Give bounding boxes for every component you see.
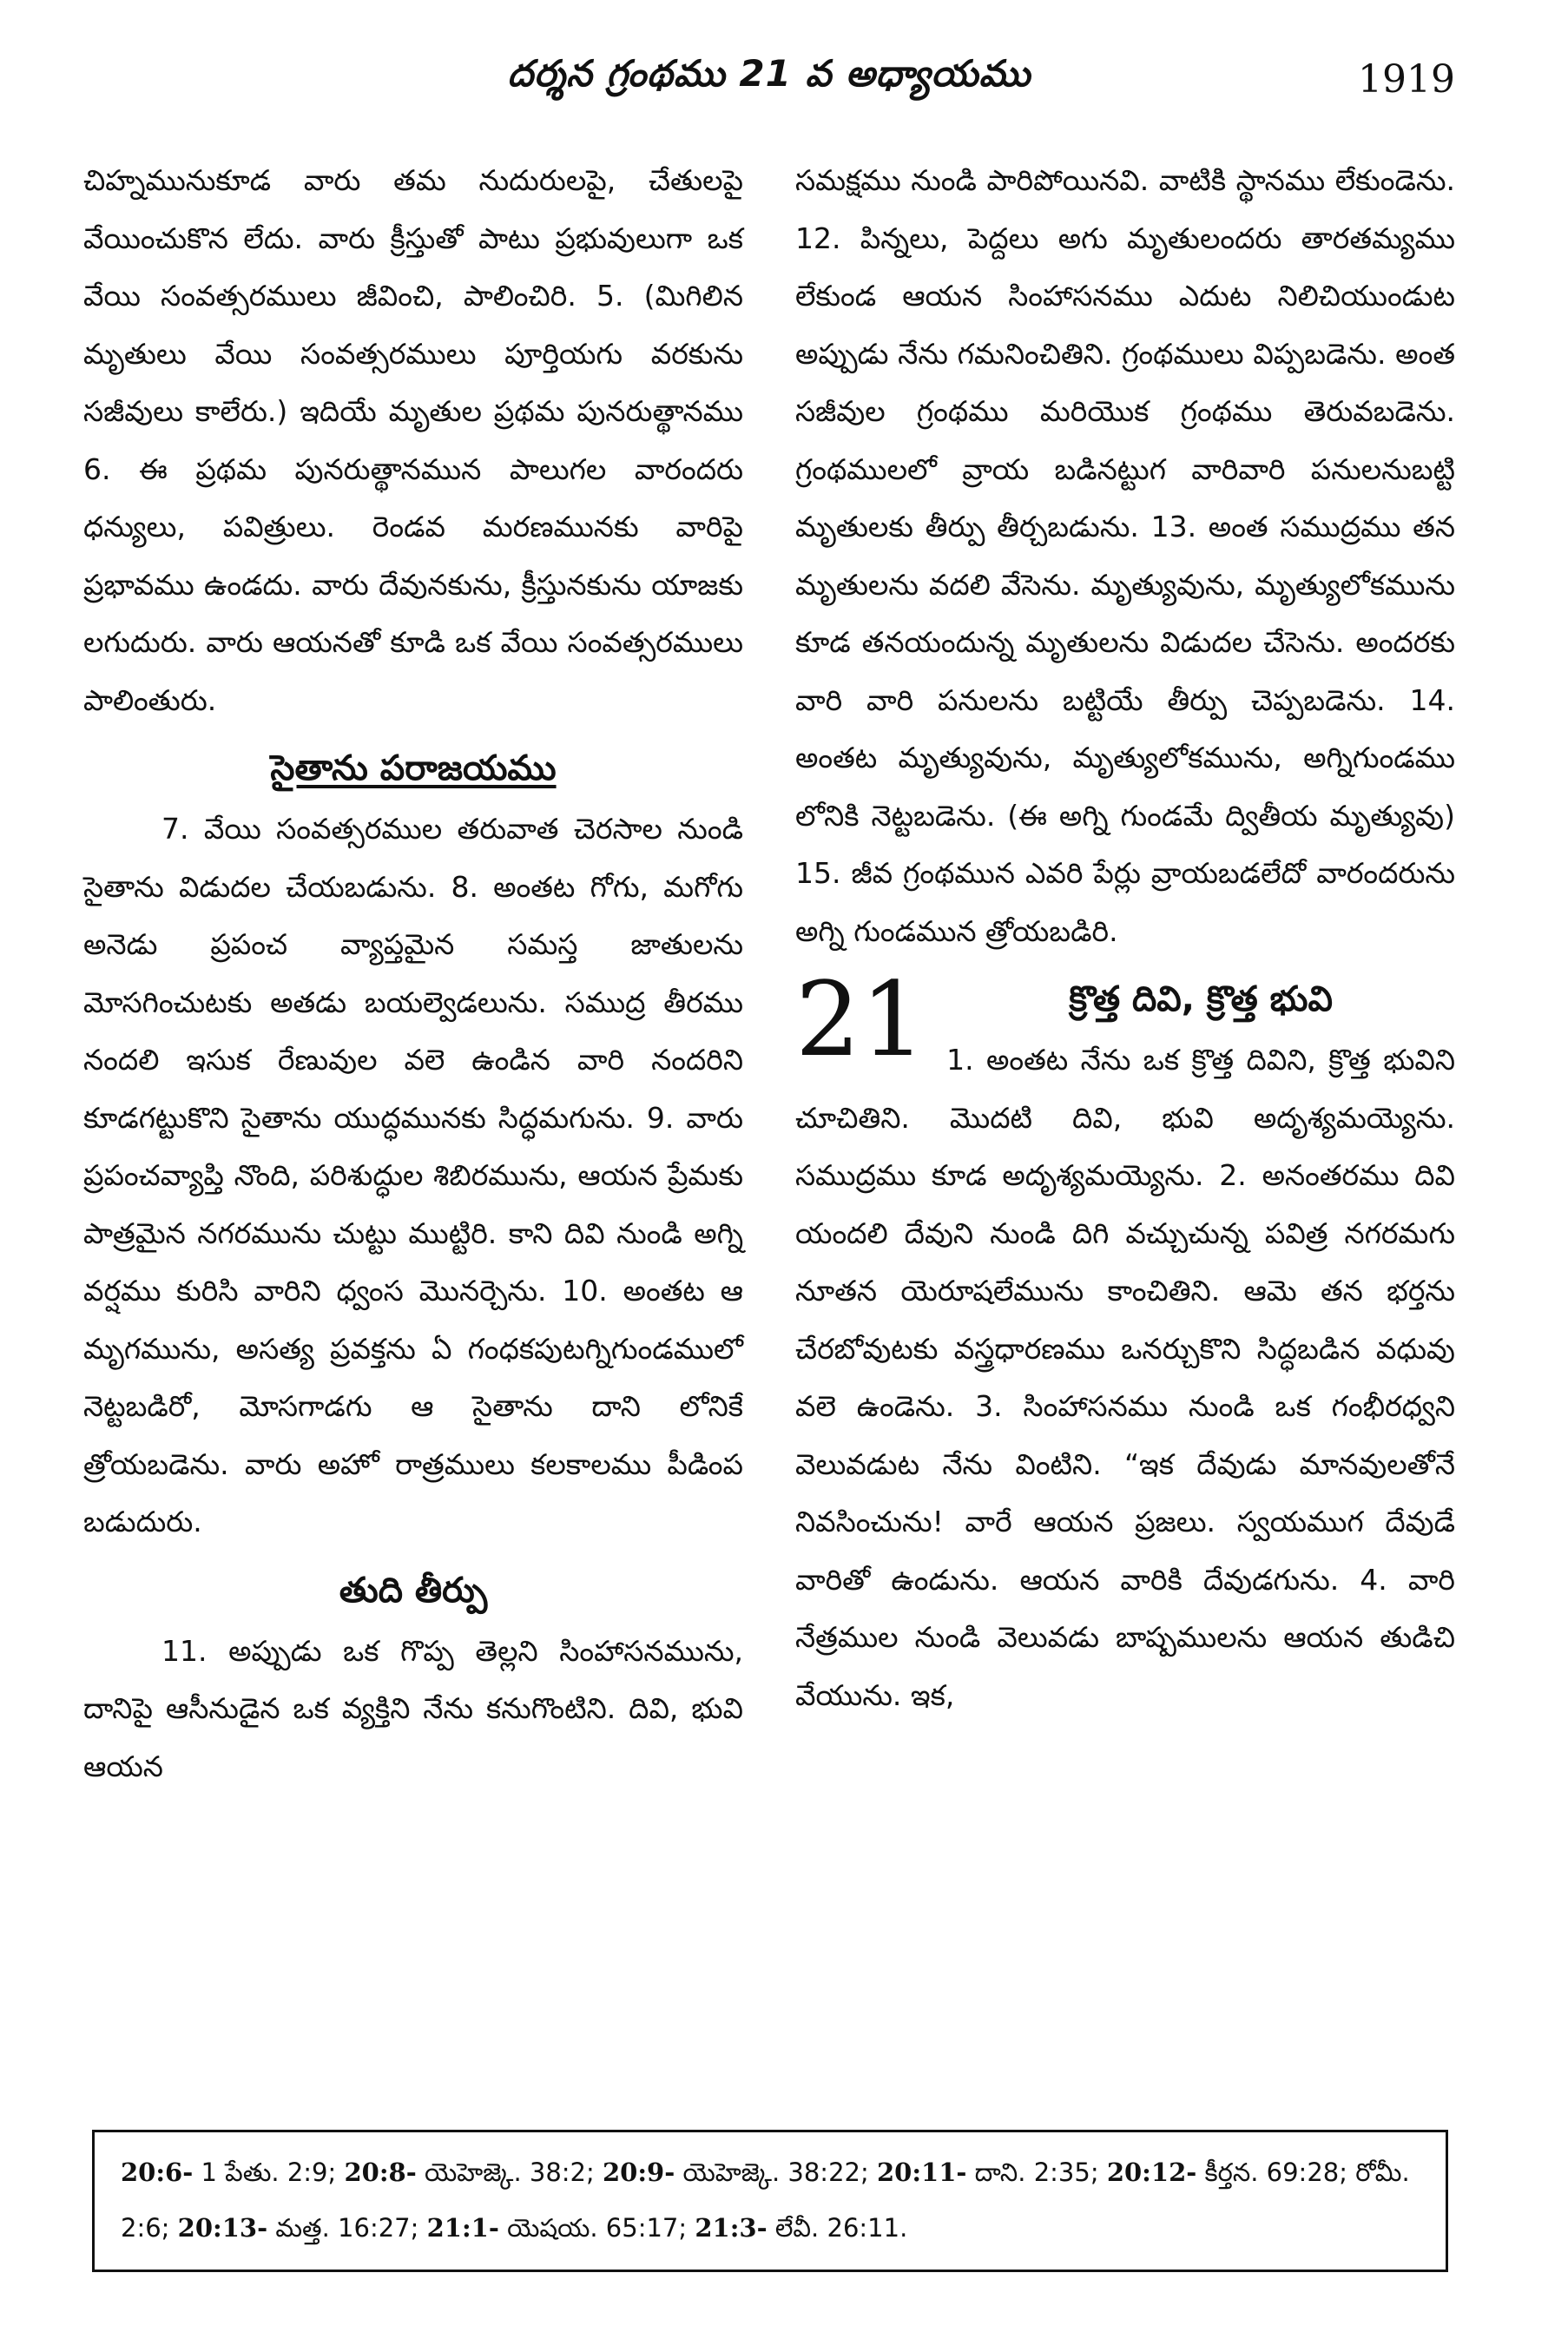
cross-reference-list <box>121 2158 1410 2243</box>
paragraph: 1. అంతట నేను ఒక క్రొత్త దివిని, క్రొత్త భువిని చూచితిని. మొదటి దివి, భువి అదృశ్యమయ్యెను. సముద్రము కూడ అదృశ్యమయ్యెను. 2. అనంతరము దివి యందలి దేవుని నుండి దిగి వచ్చుచున్న పవిత్ర నగరమగు నూతన యెరూషలేమును కాంచితిని. ఆమె తన భర్తను చేరబోవుటకు వస్త్రధారణము ఒనర్చుకొని సిద్ధబడిన వధువు వలె ఉండెను. 3. సింహాసనము నుండి ఒక గంభీరధ్వని వెలువడుట నేను వింటిని. “ఇక దేవుడు మానవులతోనే నివసించును! వారే ఆయన ప్రజలు. స్వయముగ దేవుడే వారితో ఉండును. ఆయన వారికి దేవుడగును. 4. వారి నేత్రముల నుండి వెలువడు బాష్పములను ఆయన తుడిచి వేయును. ఇక, <box>795 1043 1455 1712</box>
section-heading-text: క్రొత్త దివి, క్రొత్త భువి <box>1069 979 1333 1019</box>
text-columns <box>83 152 1455 2131</box>
chapter-start <box>795 959 1455 1724</box>
cross-reference-key: 21:1- <box>426 2213 499 2243</box>
cross-reference-key: 20:6- <box>121 2158 194 2187</box>
cross-reference-text: యెషయ. 65:17; <box>498 2213 695 2243</box>
cross-reference-key: 20:13- <box>177 2213 268 2243</box>
chapter-number: 21 <box>795 959 926 1079</box>
paragraph: 11. అప్పుడు ఒక గొప్ప తెల్లని సింహాసనమును, దానిపై ఆసీనుడైన ఒక వ్యక్తిని నేను కనుగొంటిని. దివి, భువి ఆయన <box>83 1633 743 1783</box>
cross-reference-text: దాని. 2:35; <box>966 2158 1107 2187</box>
cross-reference-key: 21:3- <box>695 2213 768 2243</box>
paragraph: సమక్షము నుండి పారిపోయినవి. వాటికి స్థానము లేకుండెను. 12. పిన్నలు, పెద్దలు అగు మృతులందరు తారతమ్యము లేకుండ ఆయన సింహాసనము ఎదుట నిలిచియుండుట అప్పుడు నేను గమనించితిని. గ్రంథములు విప్పబడెను. అంత సజీవుల గ్రంథము మరియొక గ్రంథము తెరువబడెను. గ్రంథములలో వ్రాయ బడినట్టుగ వారివారి పనులనుబట్టి మృతులకు తీర్పు తీర్చబడును. 13. అంత సముద్రము తన మృతులను వదలి వేసెను. మృత్యువును, మృత్యులోకమును కూడ తనయందున్న మృతులను విడుదల చేసెను. అందరకు వారి వారి పనులను బట్టియే తీర్పు చెప్పబడెను. 14. అంతట మృత్యువును, మృత్యులోకమును, అగ్నిగుండము లోనికి నెట్టబడెను. (ఈ అగ్ని గుండమే ద్వితీయ మృత్యువు) 15. జీవ గ్రంథమున ఎవరి పేర్లు వ్రాయబడలేదో వారందరును అగ్ని గుండమున త్రోయబడిరి. <box>795 163 1455 948</box>
paragraph: చిహ్నమునుకూడ వారు తమ నుదురులపై, చేతులపై వేయించుకొన లేదు. వారు క్రీస్తుతో పాటు ప్రభువులుగా ఒక వేయి సంవత్సరములు జీవించి, పాలించిరి. 5. (మిగిలిన మృతులు వేయి సంవత్సరములు పూర్తియగు వరకును సజీవులు కాలేరు.) ఇదియే మృతుల ప్రథమ పునరుత్థానము 6. ఈ ప్రథమ పునరుత్థానమున పాలుగల వారందరు ధన్యులు, పవిత్రులు. రెండవ మరణమునకు వారిపై ప్రభావము ఉండదు. వారు దేవునకును, క్రీస్తునకును యాజకు లగుదురు. వారు ఆయనతో కూడి ఒక వేయి సంవత్సరములు పాలింతురు. <box>83 163 743 717</box>
cross-reference-key: 20:11- <box>876 2158 967 2187</box>
cross-reference-text: 1 పేతు. 2:9; <box>193 2158 345 2187</box>
cross-reference-text: కీర్తన. 69:28; రోమీ. 2:6; <box>121 2158 1410 2243</box>
cross-reference-box <box>92 2130 1448 2272</box>
cross-reference-key: 20:12- <box>1106 2158 1197 2187</box>
right-column <box>795 152 1455 1724</box>
page-number: 1919 <box>1358 57 1455 102</box>
cross-reference-text: యెహెజ్కె. 38:2; <box>416 2158 603 2187</box>
cross-reference-key: 20:9- <box>603 2158 675 2187</box>
cross-reference-text: మత్త. 16:27; <box>267 2213 427 2243</box>
section-heading: తుది తీర్పు <box>339 1570 488 1611</box>
section-heading <box>83 736 743 800</box>
running-title: దర్శన గ్రంథము 21 వ అధ్యాయము <box>507 52 1031 95</box>
page-header <box>83 45 1455 115</box>
left-column <box>83 152 743 1795</box>
cross-reference-text: లేవీ. 26:11. <box>767 2213 908 2243</box>
cross-reference-key: 20:8- <box>344 2158 417 2187</box>
paragraph: 7. వేయి సంవత్సరముల తరువాత చెరసాల నుండి సైతాను విడుదల చేయబడును. 8. అంతట గోగు, మగోగు అనెడు ప్రపంచ వ్యాప్తమైన సమస్త జాతులను మోసగించుటకు అతడు బయల్వెడలును. సముద్ర తీరము నందలి ఇసుక రేణువుల వలె ఉండిన వారి నందరిని కూడగట్టుకొని సైతాను యుద్ధమునకు సిద్ధమగును. 9. వారు ప్రపంచవ్యాప్తి నొంది, పరిశుద్ధుల శిబిరమును, ఆయన ప్రేమకు పాత్రమైన నగరమును చుట్టు ముట్టిరి. కాని దివి నుండి అగ్ని వర్షము కురిసి వారిని ధ్వంస మొనర్చెను. 10. అంతట ఆ మృగమును, అసత్య ప్రవక్తను ఏ గంధకపుటగ్నిగుండములో నెట్టబడిరో, మోసగాడగు ఆ సైతాను దాని లోనికే త్రోయబడెను. వారు అహో రాత్రములు కలకాలము పీడింప బడుదురు. <box>83 812 743 1538</box>
cross-reference-text: యెహెజ్కె. 38:22; <box>675 2158 877 2187</box>
section-heading-text: సైతాను పరాజయము <box>270 748 557 788</box>
